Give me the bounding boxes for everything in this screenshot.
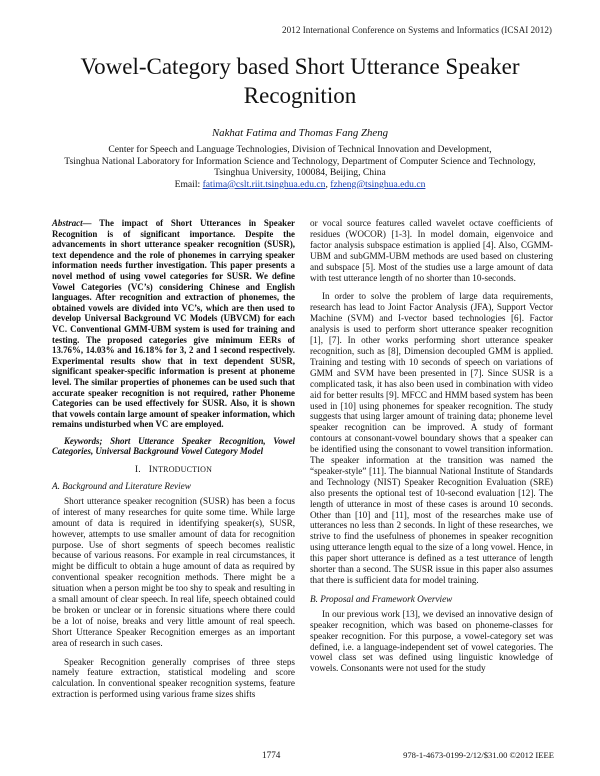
affiliation-block (40, 144, 560, 190)
paragraph-speaker-recognition: Speaker Recognition generally comprises of three steps namely feature extraction, statistical modeling and score calculation. In conventional speaker recognition systems, feature extraction is performed using various frame sizes shifts (52, 656, 295, 700)
section-numeral: I. (134, 464, 141, 476)
section-heading-introduction (52, 465, 295, 476)
affiliation-line-2: Tsinghua National Laboratory for Information Science and Technology, Department of Computer Science and Technology, (64, 155, 536, 167)
subsection-heading-b: B. Proposal and Framework Overview (310, 593, 453, 604)
email-link-fatima[interactable]: fatima@cslt.riit.tsinghua.edu.cn (202, 178, 326, 190)
paragraph-large-data: In order to solve the problem of large data requirements, research has lead to Joint Factor Analysis (JFA), Support Vector Machine (SVM) and I-vector based technologies [6]. Factor analysis is used to perform short utterance speaker recognition [1], [7]. In other works performing short utterance speaker recognition, such as [8], Dimension decoupled GMM is applied. Training and testing with 10 seconds of speech on variations of GMM and SVM have been presented in [7]. Since SUSR is a complicated task, it has also been used in combination with video aid for better results [9]. MFCC and HMM based system has been used in [10] using phonemes for speaker recognition. The study suggests that using larger amount of training data; phoneme level speaker recognition can be improved. A study of formant contours at consonant-vowel boundary shows that a speaker can be identified using the consonant to vowel transition information. The speaker information at the transition was named the “speaker-style” [11]. The biannual National Institute of Standards and Technology (NIST) Speaker Recognition Evaluation (SRE) also presents the optional test of 10-second evaluation [12]. The length of utterance in most of these cases is around 10 seconds. Other than [10] and [11], most of the researches make use of utterances no less than 2 seconds. In light of these researches, we strive to find the usefulness of phonemes in speaker recognition using utterance length equal to the size of a long vowel. Hence, in this paper short utterance is defined as a test utterance of length shorter than a second. The SUSR issue in this paper also assumes that there is sufficient data for model training. (310, 291, 553, 585)
abstract-lead: Abstract— (52, 218, 92, 228)
section-first-letter: I (148, 464, 153, 476)
affiliation-line-3: Tsinghua University, 100084, Beijing, China (214, 167, 386, 179)
left-column (52, 218, 295, 703)
paper-authors: Nakhat Fatima and Thomas Fang Zheng (211, 127, 389, 139)
right-column (310, 218, 553, 677)
page-number: 1774 (262, 750, 281, 760)
keywords: Keywords; Short Utterance Speaker Recognition, Vowel Categories, Universal Background Vowel Category Model (52, 435, 295, 457)
affiliation-line-1: Center for Speech and Language Technologies, Division of Technical Innovation and Development, (108, 144, 492, 155)
abstract (52, 218, 295, 430)
paper-title: Vowel-Category based Short Utterance Speaker Recognition (80, 54, 520, 108)
isbn-copyright: 978-1-4673-0199-2/12/$31.00 ©2012 IEEE (403, 750, 554, 760)
paragraph-background: Short utterance speaker recognition (SUSR) has been a focus of interest of many researches for quite some time. While large amount of data is required in identifying speaker(s), SUSR, however, attempts to use smaller amount of data for recognition purpose. Use of short segments of speech becomes realistic because of various reasons. For example in real circumstances, it might be difficult to obtain a huge amount of data as required by conventional speaker recognition methods. There might be a situation when a person might be too shy to speak and resulting in a small amount of clear speech. In real life, speech obtained could be broken or unclear or in forensic situations where there could be a lot of noise, breaks and very little amount of real speech. Short Utterance Speaker Recognition emerges as an important area of research in such cases. (52, 495, 295, 648)
subsection-heading-a: A. Background and Literature Review (52, 480, 191, 491)
paragraph-continued: or vocal source features called wavelet octave coefficients of residues (WOCOR) [1-3]. In model domain, eigenvoice and factor analysis subspace estimation is applied [4]. Also, CGMM-UBM and subGMM-UBM methods are used based on clustering and subspace [5]. Most of the studies use a large amount of data with test utterance length of no shorter than 10-seconds. (310, 218, 553, 283)
conference-header: 2012 International Conference on Systems and Informatics (ICSAI 2012) (282, 25, 552, 35)
abstract-text: The impact of Short Utterances in Speaker Recognition is of significant importance. Despite the advancements in short utterance speaker recognition (SUSR), text dependence and the role of phonemes in carrying speaker information needs further investigation. This paper presents a novel method of using vowel categories for SUSR. We define Vowel Categories (VC’s) considering Chinese and English languages. After recognition and extraction of phonemes, the obtained vowels are divided into VC’s, which are then used to develop Universal Background VC Models (UBVCM) for each VC. Conventional GMM-UBM system is used for training and testing. The proposed categories give minimum EERs of 13.76%, 14.03% and 16.18% for 3, 2 and 1 second respectively. Experimental results show that in text dependent SUSR, significant speaker-specific information is present at phoneme level. The similar properties of phonemes can be used such that accurate speaker recognition is not required, rather Phoneme Categories can be used effectively for SUSR. Also, it is shown that vowels contain large amount of speaker information, which remains undisturbed when VC are employed. (52, 218, 295, 430)
email-label: Email: (174, 178, 203, 190)
paragraph-proposal: In our previous work [13], we devised an innovative design of speaker recognition, which was based on phoneme-classes for speaker recognition. For this purpose, a vowel-category set was defined, i.e. a language-independent set of vowel categories. The vowel class set was defined using linguistic knowledge of vowels. Consonants were not used for the study (310, 608, 553, 674)
email-link-zheng[interactable]: fzheng@tsinghua.edu.cn (330, 178, 426, 190)
email-separator: , (325, 178, 331, 190)
section-rest: NTRODUCTION (152, 465, 213, 475)
email-line (40, 179, 560, 191)
